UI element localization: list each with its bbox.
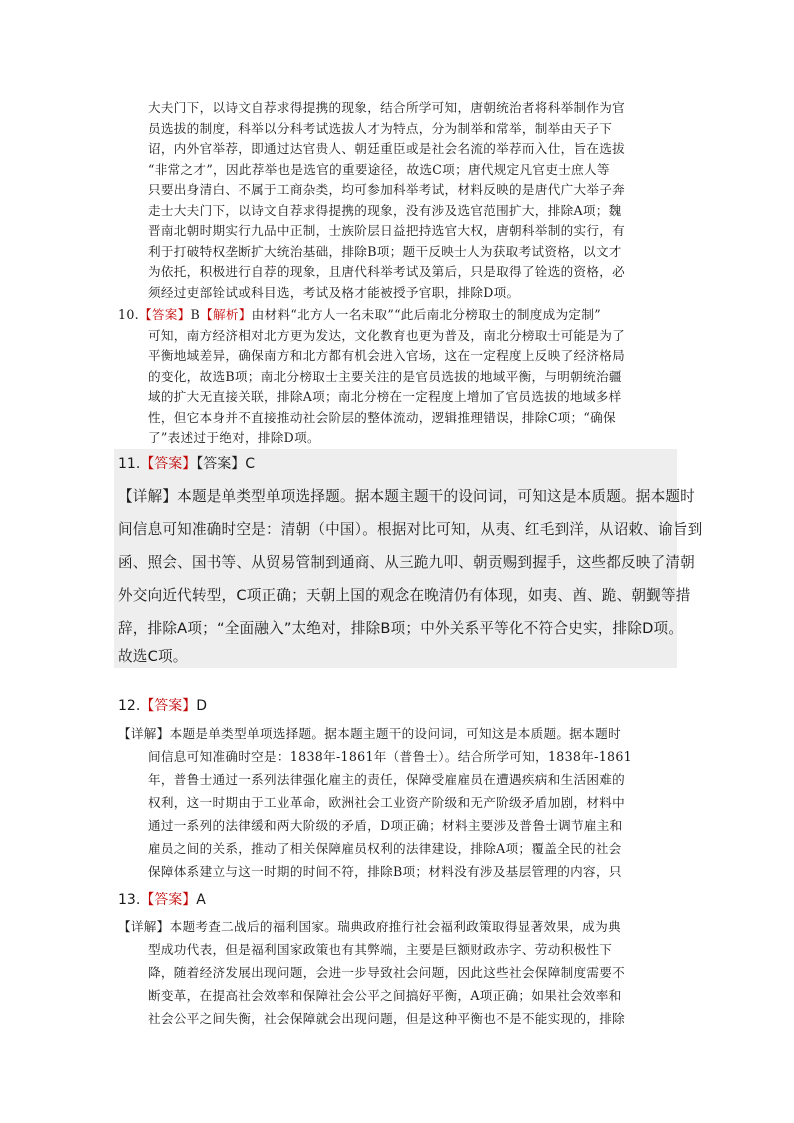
text-line: 本题是单类型单项选择题。据本题主题干的设问词，可知这是本质题。据本题时 [169, 726, 621, 741]
question-number: 12. [118, 698, 141, 714]
text-line: 断变革，在提高社会效率和保障社会公平之间搞好平衡，A项正确；如果社会效率和 [148, 988, 622, 1003]
text-line: 利于打破特权垄断扩大统治基础，排除B项；题干反映士人为获取考试资格，以文才 [148, 243, 622, 259]
answer-value: D [196, 698, 208, 714]
text-line: 降，随着经济发展出现问题，会进一步导致社会问题，因此这些社会保障制度需要不 [148, 965, 626, 980]
text-line: 诏，内外官举荐，即通过达官贵人、朝廷重臣或是社会名流的举荐而入仕，旨在选拔 [148, 141, 626, 156]
text-line: 外交向近代转型，C项正确；天朝上国的观念在晚清仍有体现，如夷、酋、跪、朝觐等措 [118, 587, 691, 604]
question-13-detail [118, 919, 621, 935]
text-line: 本题考查二战后的福利国家。瑞典政府推行社会福利政策取得显著效果，成为典 [169, 919, 621, 934]
text-line: 【详解】本题是单类型单项选择题。据本题主题干的设问词，可知这是本质题。据本题时 [118, 488, 695, 505]
text-line: 的变化，故选B项；南北分榜取士主要关注的是官员选拔的地域平衡，与明朝统治疆 [148, 368, 622, 384]
question-11-header [118, 455, 255, 473]
detail-tag: 【详解】 [118, 726, 170, 741]
text-line: 故选C项。 [118, 648, 188, 665]
answer-tag: 【答案】 [140, 892, 197, 908]
text-line: “非常之才”，因此荐举也是选官的重要途径，故选C项；唐代规定凡官吏士庶人等 [148, 161, 610, 177]
analysis-tag: 【解析】 [200, 307, 252, 322]
text-line: 保障体系建立与这一时期的时间不符，排除B项；材料没有涉及基层管理的内容，只 [148, 864, 622, 879]
text-line: 社会公平之间失衡，社会保障就会出现问题，但是这种平衡也不是不能实现的，排除 [148, 1011, 626, 1026]
text-line: 通过一系列的法律缓和两大阶级的矛盾，D项正确；材料主要涉及普鲁士调节雇主和 [148, 818, 623, 833]
text-line: 可知，南方经济相对北方更为发达，文化教育也更为普及，南北分榜取士可能是为了 [148, 327, 626, 343]
text-line: 为依托，积极进行自荐的现象，且唐代科举考试及第后，只是取得了铨选的资格，必 [148, 264, 626, 279]
text-line: 辞，排除A项；“全面融入”太绝对，排除B项；中外关系平等化不符合史实，排除D项。 [118, 620, 684, 637]
text-line: 权利，这一时期由于工业革命，欧洲社会工业资产阶级和无产阶级矛盾加剧，材料中 [148, 795, 626, 810]
text-line: 性，但它本身并不直接推动社会阶层的整体流动，逻辑推理错误，排除C项；“确保 [148, 409, 616, 425]
question-10-header [118, 307, 601, 323]
text-line: 了”表述过于绝对，排除D项。 [148, 430, 320, 445]
answer-value: B [190, 307, 201, 322]
detail-tag: 【详解】 [118, 919, 170, 934]
text-line: 须经过吏部铨试或科目选，考试及格才能被授予官职，排除D项。 [148, 284, 520, 300]
text-line: 间信息可知准确时空是：1838年-1861年（普鲁士）。结合所学可知，1838年-1861 [148, 749, 632, 764]
question-number: 11. [118, 456, 141, 472]
text-line: 由材料“北方人一名未取”“此后南北分榜取士的制度成为定制” [251, 307, 601, 322]
text-line: 雇员之间的关系，推动了相关保障雇员权利的法律建设，排除A项；覆盖全民的社会 [148, 841, 622, 856]
question-12-header [118, 697, 207, 715]
answer-tag: 【答案】 [138, 307, 191, 322]
answer-value: A [196, 892, 206, 908]
text-line: 大夫门下，以诗文自荐求得提携的现象，结合所学可知，唐朝统治者将科举制作为官 [148, 100, 626, 115]
text-line: 平衡地域差异，确保南方和北方都有机会进入官场，这在一定程度上反映了经济格局 [148, 348, 626, 363]
answer-tag-secondary: 【答案】 [196, 456, 246, 472]
question-number: 13. [118, 892, 141, 908]
text-line: 域的扩大无直接关联，排除A项；南北分榜在一定程度上增加了官员选拔的地域多样 [148, 389, 622, 404]
text-line: 函、照会、国书等、从贸易管制到通商、从三跪九叩、朝贡赐到握手，这些都反映了清朝 [118, 554, 695, 571]
text-line: 型成功代表，但是福利国家政策也有其弊端，主要是巨额财政赤字、劳动积极性下 [148, 942, 613, 957]
text-line: 年，普鲁士通过一系列法律强化雇主的责任，保障受雇雇员在遭遇疾病和生活困难的 [148, 772, 626, 787]
text-line: 员选拔的制度，科举以分科考试选拔人才为特点，分为制举和常举，制举由天子下 [148, 120, 613, 136]
text-line: 间信息可知准确时空是：清朝（中国）。根据对比可知，从夷、红毛到洋，从诏敕、谕旨到 [118, 521, 703, 538]
text-line: 只要出身清白、不属于工商杂类，均可参加科举考试，材料反映的是唐代广大举子奔 [148, 182, 626, 197]
answer-tag: 【答案】 [140, 698, 197, 714]
text-line: 晋南北朝时期实行九品中正制，士族阶层日益把持选官大权，唐朝科举制的实行，有 [148, 223, 626, 238]
question-number: 10. [118, 307, 139, 322]
text-line: 走士大夫门下，以诗文自荐求得提携的现象，没有涉及选官范围扩大，排除A项；魏 [148, 202, 622, 218]
answer-tag: 【答案】 [140, 456, 197, 472]
question-12-detail [118, 726, 621, 742]
question-13-header [118, 891, 206, 909]
answer-value: C [245, 456, 256, 472]
